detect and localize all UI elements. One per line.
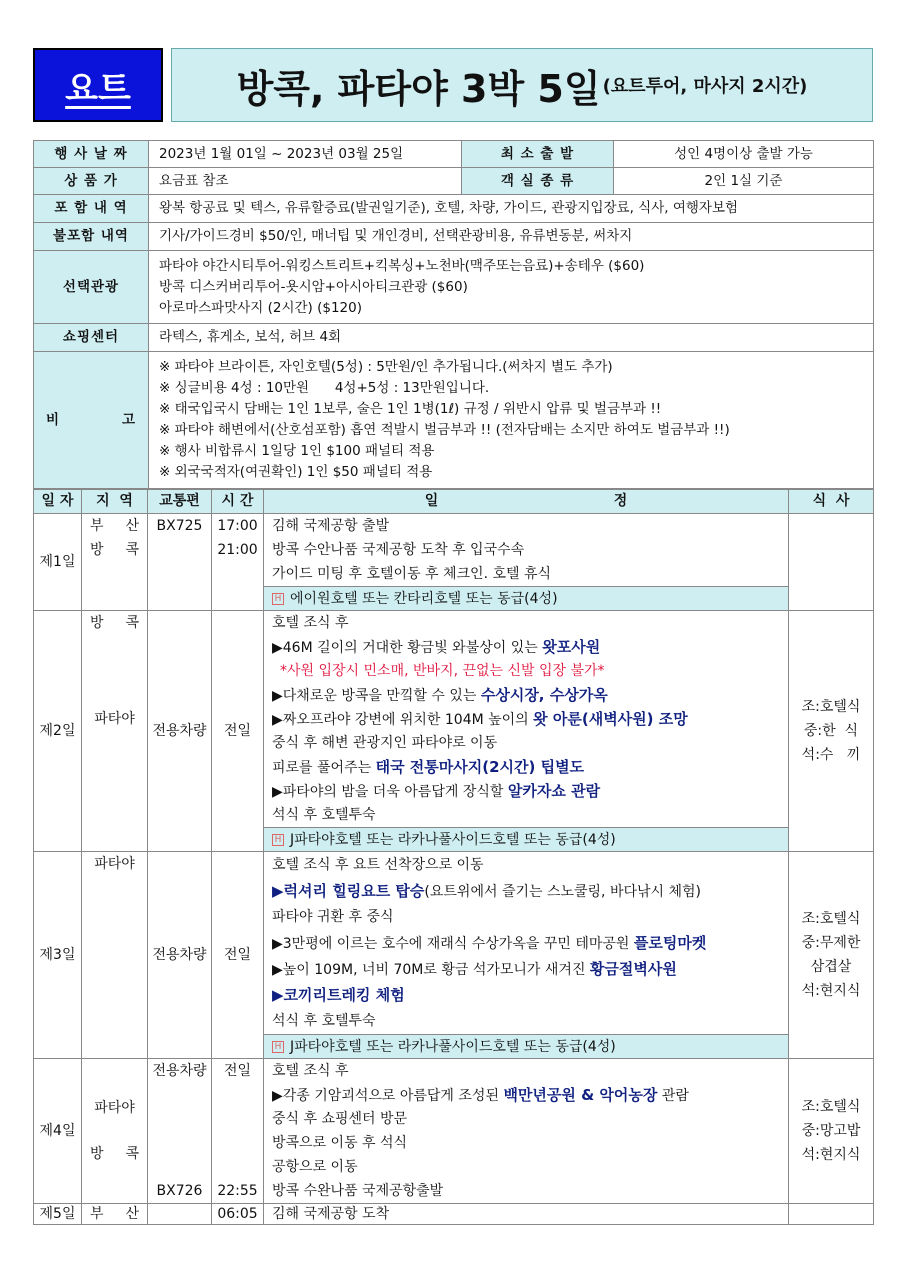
badge-text: 요트 <box>65 68 131 109</box>
day4-transport <box>148 1059 212 1204</box>
transport-value: 전용차량 <box>152 1063 207 1079</box>
day5-label: 제5일 <box>34 1204 82 1225</box>
day3-time: 전일 <box>212 852 264 1059</box>
day2-time: 전일 <box>212 611 264 852</box>
room-type-label: 객 실 종 류 <box>462 168 614 195</box>
notes-label-b: 고 <box>121 411 136 428</box>
itinerary-line <box>264 930 788 956</box>
meal-item: 조:호텔식 <box>801 911 861 927</box>
hotel-icon: H <box>272 1041 284 1053</box>
header-region: 지 역 <box>82 490 148 514</box>
title-box <box>171 48 873 122</box>
region-char: 산 <box>125 518 139 534</box>
hotel-name: 에이원호텔 또는 칸타리호텔 또는 동급(4성) <box>290 591 558 607</box>
day2-label: 제2일 <box>34 611 82 852</box>
note-item: ※ 파타야 해변에서(산호섬포함) 흡연 적발시 벌금부과 !! (전자담배는 소지만 하여도 벌금부과 !!) <box>159 422 730 438</box>
region-char: 방 <box>90 615 104 631</box>
note-item: ※ 태국입국시 담배는 1인 1보루, 술은 1인 1병(1ℓ) 규정 / 위반시 압류 및 벌금부과 !! <box>159 401 662 417</box>
price-value: 요금표 참조 <box>149 168 462 195</box>
itinerary-line: 방콕 수완나품 국제공항출발 <box>272 1183 444 1199</box>
min-departure-label: 최 소 출 발 <box>462 141 614 168</box>
shopping-label: 쇼핑센터 <box>34 324 149 352</box>
highlight-text: ▶럭셔리 힐링요트 탑승 <box>272 882 425 900</box>
day5-itinerary: 김해 국제공항 도착 <box>264 1204 789 1225</box>
itinerary-line: 김해 국제공항 출발 <box>272 518 390 534</box>
day5-region <box>82 1204 148 1225</box>
day3-hotel <box>264 1034 788 1058</box>
notes-label <box>34 352 149 489</box>
note-item: ※ 행사 비합류시 1일당 1인 $100 패널티 적용 <box>159 443 435 459</box>
itinerary-line: 중식 후 해변 관광지인 파타야로 이동 <box>272 735 498 751</box>
highlight-text: 태국 전통마사지(2시간) 팁별도 <box>375 758 585 776</box>
time-value: 17:00 <box>217 518 258 534</box>
day4-time <box>212 1059 264 1204</box>
day4-row <box>34 1059 874 1204</box>
day1-label: 제1일 <box>34 514 82 611</box>
itinerary-line: 파타야 귀환 후 중식 <box>272 909 394 925</box>
page-subtitle: (요트투어, 마사지 2시간) <box>602 76 808 97</box>
optional-tour-item: 방콕 디스커버리투어-욧시암+아시아티크관광 ($60) <box>159 278 468 295</box>
day2-region <box>82 611 148 852</box>
line-text: 피로를 풀어주는 <box>272 760 376 776</box>
day3-transport: 전용차량 <box>148 852 212 1059</box>
time-value: 22:55 <box>217 1183 258 1199</box>
highlight-text: 수상시장, 수상가옥 <box>480 686 608 704</box>
notes-label-a: 비 <box>46 411 61 428</box>
day1-itinerary <box>264 514 789 611</box>
day4-meal <box>789 1059 874 1204</box>
day5-time: 06:05 <box>212 1204 264 1225</box>
itinerary-line <box>264 956 788 982</box>
shopping-value: 라텍스, 휴게소, 보석, 허브 4회 <box>149 324 874 352</box>
meal-item: 중:한 식 <box>803 723 859 739</box>
line-text: ▶다채로운 방콕을 만낔할 수 있는 <box>272 688 481 704</box>
itinerary-line <box>264 878 788 904</box>
day4-label: 제4일 <box>34 1059 82 1204</box>
day1-time <box>212 514 264 611</box>
room-type-value: 2인 1실 기준 <box>614 168 874 195</box>
day3-label: 제3일 <box>34 852 82 1059</box>
itinerary-line <box>264 635 788 659</box>
region-char: 부 <box>90 1205 104 1222</box>
day3-itinerary <box>264 852 789 1059</box>
region-char: 방 <box>90 1146 104 1162</box>
header-meal: 식 사 <box>789 490 874 514</box>
schedule-header-row <box>34 490 874 514</box>
itinerary-line <box>264 1083 788 1107</box>
day2-row <box>34 611 874 852</box>
day2-transport: 전용차량 <box>148 611 212 852</box>
day5-row <box>34 1204 874 1225</box>
category-badge <box>33 48 163 122</box>
header-itinerary: 일 정 <box>264 490 789 514</box>
optional-tour-label: 선택관광 <box>34 251 149 324</box>
itinerary-line: 호텔 조식 후 <box>272 1063 349 1079</box>
itinerary-line <box>264 707 788 731</box>
meal-item: 석:현지식 <box>801 983 861 999</box>
line-text: (요트위에서 즐기는 스노쿨링, 바다낚시 체험) <box>424 884 702 900</box>
itinerary-line: 석식 후 호텔투숙 <box>272 807 376 823</box>
itinerary-line: 중식 후 쇼핑센터 방문 <box>272 1111 408 1127</box>
day1-transport: BX725 <box>148 514 212 611</box>
region-char: 방 <box>90 542 104 558</box>
info-table <box>33 140 874 489</box>
transport-value: BX726 <box>156 1183 203 1199</box>
meal-item: 조:호텔식 <box>801 1099 861 1115</box>
meal-item: 중:무제한 <box>801 935 861 951</box>
line-text: ▶파타야의 밤을 더욱 아름답게 장식할 <box>272 784 508 800</box>
meal-item: 조:호텔식 <box>801 699 861 715</box>
itinerary-line <box>264 683 788 707</box>
day3-meal <box>789 852 874 1059</box>
day3-region <box>82 852 148 1059</box>
date-value: 2023년 1월 01일 ~ 2023년 03월 25일 <box>149 141 462 168</box>
meal-item: 석:수 끼 <box>801 747 861 763</box>
excluded-value: 기사/가이드경비 $50/인, 매너팁 및 개인경비, 선택관광비용, 유류변동분, 써차지 <box>149 223 874 251</box>
highlight-text: 플로팅마켓 <box>633 934 707 952</box>
hotel-icon: H <box>272 593 284 605</box>
itinerary-line: 공항으로 이동 <box>272 1159 358 1175</box>
region-char: 부 <box>90 518 104 534</box>
region-name: 파타야 <box>94 856 135 872</box>
time-value: 전일 <box>223 1063 252 1079</box>
meal-item: 중:망고밥 <box>801 1123 861 1139</box>
highlight-text: 왓 아룬(새벽사원) 조망 <box>533 710 688 728</box>
day5-meal <box>789 1204 874 1225</box>
day4-itinerary <box>264 1059 789 1204</box>
itinerary-line: 가이드 미팅 후 호텔이동 후 체크인. 호텔 휴식 <box>272 566 552 582</box>
included-value: 왕복 항공료 및 텍스, 유류할증료(발권일기준), 호텔, 차량, 가이드, 관광지입장료, 식사, 여행자보험 <box>149 195 874 223</box>
excluded-label: 불포함 내역 <box>34 223 149 251</box>
optional-tour-list <box>149 251 874 324</box>
highlight-text: 백만년공원 & 악어농장 <box>503 1086 658 1104</box>
line-text: ▶46M 길이의 거대한 황금빛 와불상이 있는 <box>272 640 543 656</box>
highlight-text: 황금절벽사원 <box>589 960 677 978</box>
day2-itinerary <box>264 611 789 852</box>
header-transport: 교통편 <box>148 490 212 514</box>
day3-row <box>34 852 874 1059</box>
itinerary-line: 호텔 조식 후 <box>272 615 349 631</box>
day4-region <box>82 1059 148 1204</box>
day5-transport <box>148 1204 212 1225</box>
day2-meal <box>789 611 874 852</box>
date-label: 행 사 날 짜 <box>34 141 149 168</box>
region-char: 콕 <box>125 1146 139 1162</box>
line-text: ▶각종 기암괴석으로 아름답게 조성된 <box>272 1088 504 1104</box>
schedule-table <box>33 489 874 1225</box>
itinerary-line: 방콕으로 이동 후 석식 <box>272 1135 408 1151</box>
itinerary-line <box>264 755 788 779</box>
highlight-text: 왓포사원 <box>542 638 601 656</box>
itinerary-line: 석식 후 호텔투숙 <box>272 1013 376 1029</box>
optional-tour-item: 파타야 야간시티투어-워킹스트리트+킥복싱+노천바(맥주또는음료)+송테우 ($60) <box>159 257 645 274</box>
line-text: ▶3만평에 이르는 호수에 재래식 수상가옥을 꾸민 테마공원 <box>272 936 634 952</box>
optional-tour-item: 아로마스파맛사지 (2시간) ($120) <box>159 299 363 316</box>
hotel-name: J파타야호텔 또는 라카나풀사이드호텔 또는 동급(4성) <box>290 832 616 848</box>
region-char: 산 <box>125 1205 139 1222</box>
highlight-line: ▶코끼리트레킹 체험 <box>272 986 405 1004</box>
highlight-text: 알카자쇼 관람 <box>507 782 601 800</box>
page-header <box>33 48 873 122</box>
day1-region <box>82 514 148 611</box>
notes-list <box>149 352 874 489</box>
line-text: ▶짜오프라야 강변에 위치한 104M 높이의 <box>272 712 534 728</box>
day2-hotel <box>264 827 788 851</box>
price-label: 상 품 가 <box>34 168 149 195</box>
note-item: ※ 싱글비용 4성 : 10만원 4성+5성 : 13만원입니다. <box>159 380 490 396</box>
warning-line: *사원 입장시 민소매, 반바지, 끈없는 신발 입장 불가* <box>280 663 605 679</box>
day1-meal <box>789 514 874 611</box>
time-value: 21:00 <box>217 542 258 558</box>
region-char: 콕 <box>125 615 139 631</box>
note-item: ※ 파타야 브라이튼, 자인호텔(5성) : 5만원/인 추가됩니다.(써차지 별도 추가) <box>159 359 613 375</box>
header-day: 일 자 <box>34 490 82 514</box>
region-name: 파타야 <box>94 1100 135 1116</box>
itinerary-line: 방콕 수안나품 국제공항 도착 후 입국수속 <box>272 542 525 558</box>
line-text: 관람 <box>657 1088 689 1104</box>
region-name: 파타야 <box>94 711 135 727</box>
itinerary-line: 호텔 조식 후 요트 선착장으로 이동 <box>272 857 484 873</box>
hotel-icon: H <box>272 834 284 846</box>
line-text: ▶높이 109M, 너비 70M로 황금 석가모니가 새겨진 <box>272 962 590 978</box>
header-time: 시 간 <box>212 490 264 514</box>
region-char: 콕 <box>125 542 139 558</box>
meal-item: 삼겹살 <box>810 959 852 975</box>
note-item: ※ 외국국적자(여권확인) 1인 $50 패널티 적용 <box>159 464 433 480</box>
min-departure-value: 성인 4명이상 출발 가능 <box>614 141 874 168</box>
day1-hotel <box>264 586 788 610</box>
itinerary-line <box>264 779 788 803</box>
meal-item: 석:현지식 <box>801 1147 861 1163</box>
included-label: 포 함 내 역 <box>34 195 149 223</box>
hotel-name: J파타야호텔 또는 라카나풀사이드호텔 또는 동급(4성) <box>290 1039 616 1055</box>
day1-row <box>34 514 874 611</box>
page-title: 방콕, 파타야 3박 5일 <box>236 66 601 111</box>
